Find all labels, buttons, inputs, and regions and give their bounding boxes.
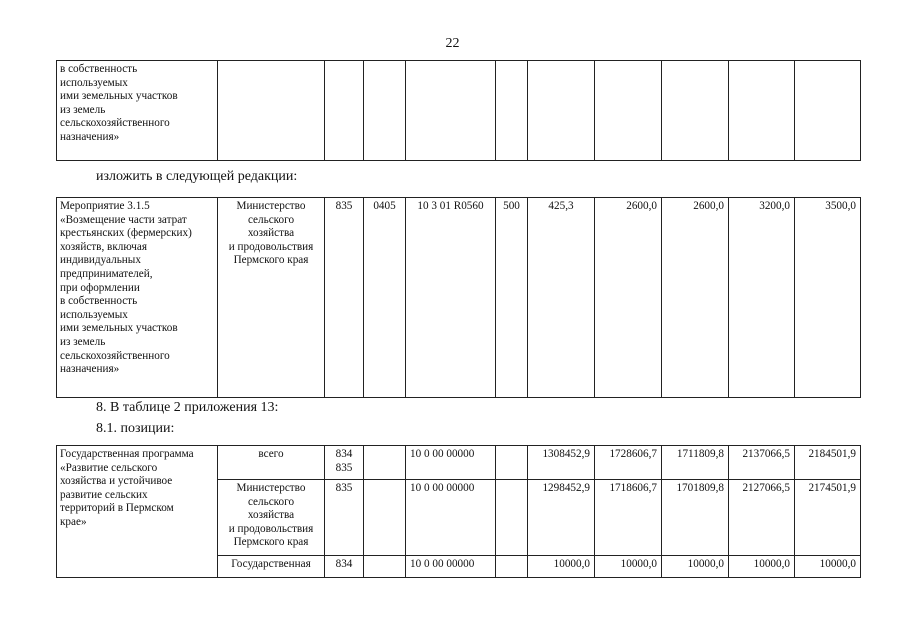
value-cell: 425,3 [528,198,595,398]
value-cell [662,61,729,161]
value-cell [795,61,861,161]
value-cell: 2137066,5 [729,446,795,480]
program-name-cell: Государственная программа «Развитие сельского хозяйства и устойчивое развитие сельских территорий в Пермском крае» [57,446,218,578]
executor-cell: всего [218,446,325,480]
grbs-cell: 834 835 [325,446,364,480]
paragraph-edit-instruction: изложить в следующей редакции: [96,169,298,184]
value-cell: 2600,0 [595,198,662,398]
value-cell: 3200,0 [729,198,795,398]
value-cell [528,61,595,161]
value-cell: 2600,0 [662,198,729,398]
csr-cell: 10 0 00 00000 [406,446,496,480]
csr-cell: 10 0 00 00000 [406,556,496,578]
vr-cell [496,480,528,556]
executor-cell: Министерство сельского хозяйства и продовольствия Пермского края [218,198,325,398]
vr-cell [496,556,528,578]
table-measure-3-1-5 [56,197,861,398]
grbs-cell: 835 [325,480,364,556]
rzpr-cell [364,61,406,161]
value-cell: 10000,0 [729,556,795,578]
csr-cell: 10 3 01 R0560 [406,198,496,398]
value-cell: 1308452,9 [528,446,595,480]
csr-cell [406,61,496,161]
value-cell: 10000,0 [528,556,595,578]
grbs-cell: 834 [325,556,364,578]
measure-name-cell: Мероприятие 3.1.5 «Возмещение части затрат крестьянских (фермерских) хозяйств, включая индивидуальных предпринимателей, при оформлении в собственность используемых ими земельных участков из земель сельскохозяйственного назначения» [57,198,218,398]
paragraph-positions: 8.1. позиции: [96,421,175,436]
rzpr-cell [364,446,406,480]
grbs-cell: 835 [325,198,364,398]
table-row [57,61,861,161]
table-row [57,198,861,398]
grbs-cell [325,61,364,161]
paragraph-table-2: 8. В таблице 2 приложения 13: [96,400,279,415]
value-cell: 1711809,8 [662,446,729,480]
executor-cell: Государственная [218,556,325,578]
value-cell: 1701809,8 [662,480,729,556]
vr-cell [496,61,528,161]
table-state-program [56,445,861,578]
vr-cell [496,446,528,480]
value-cell: 10000,0 [595,556,662,578]
value-cell: 1718606,7 [595,480,662,556]
table-fragment-top [56,60,861,161]
value-cell: 1728606,7 [595,446,662,480]
value-cell: 2127066,5 [729,480,795,556]
executor-cell [218,61,325,161]
value-cell [729,61,795,161]
value-cell: 2184501,9 [795,446,861,480]
rzpr-cell: 0405 [364,198,406,398]
value-cell: 10000,0 [795,556,861,578]
csr-cell: 10 0 00 00000 [406,480,496,556]
measure-name-cell: в собственность используемых ими земельных участков из земель сельскохозяйственного назначения» [57,61,218,161]
value-cell: 1298452,9 [528,480,595,556]
vr-cell: 500 [496,198,528,398]
page-number: 22 [445,36,460,51]
value-cell: 10000,0 [662,556,729,578]
value-cell: 2174501,9 [795,480,861,556]
executor-cell: Министерство сельского хозяйства и продовольствия Пермского края [218,480,325,556]
rzpr-cell [364,556,406,578]
rzpr-cell [364,480,406,556]
value-cell: 3500,0 [795,198,861,398]
value-cell [595,61,662,161]
table-row [57,446,861,480]
